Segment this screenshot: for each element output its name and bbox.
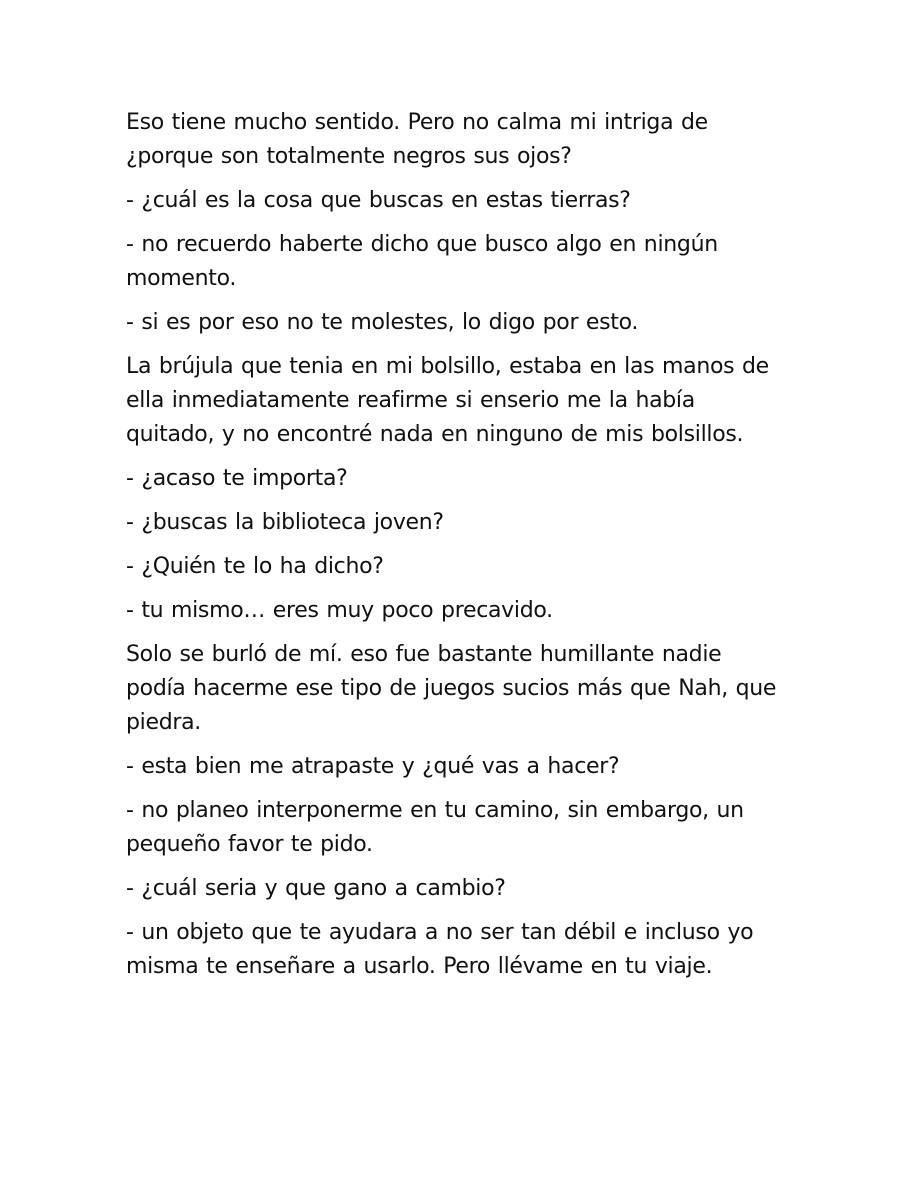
document-page: [126, 106, 786, 994]
dialogue-line-tu-mismo: - tu mismo… eres muy poco precavido.: [126, 598, 553, 623]
paragraph-brujula: La brújula que tenia en mi bolsillo, estaba en las manos de ella inmediatamente reafirme si enserio me la había quitado, y no encontré nada en ninguno de mis bolsillos.: [126, 354, 769, 447]
dialogue-line-biblioteca: - ¿buscas la biblioteca joven?: [126, 510, 444, 535]
dialogue-line-objeto: - un objeto que te ayudara a no ser tan débil e incluso yo misma te enseñare a usarlo. Pero llévame en tu viaje.: [126, 920, 754, 979]
dialogue-line-no-recuerdo: - no recuerdo haberte dicho que busco algo en ningún momento.: [126, 232, 718, 291]
paragraph-burlo: Solo se burló de mí. eso fue bastante humillante nadie podía hacerme ese tipo de juegos sucios más que Nah, que piedra.: [126, 642, 777, 735]
dialogue-line-no-te-molestes: - si es por eso no te molestes, lo digo por esto.: [126, 310, 639, 335]
paragraph-intriga: Eso tiene mucho sentido. Pero no calma mi intriga de ¿porque son totalmente negros sus ojos?: [126, 110, 708, 169]
dialogue-line-cosa-buscas: - ¿cuál es la cosa que buscas en estas tierras?: [126, 188, 631, 213]
dialogue-line-favor: - no planeo interponerme en tu camino, sin embargo, un pequeño favor te pido.: [126, 798, 744, 857]
dialogue-line-cambio: - ¿cuál seria y que gano a cambio?: [126, 876, 506, 901]
dialogue-line-quien: - ¿Quién te lo ha dicho?: [126, 554, 384, 579]
dialogue-line-atrapaste: - esta bien me atrapaste y ¿qué vas a hacer?: [126, 754, 620, 779]
dialogue-line-acaso-importa: - ¿acaso te importa?: [126, 466, 348, 491]
